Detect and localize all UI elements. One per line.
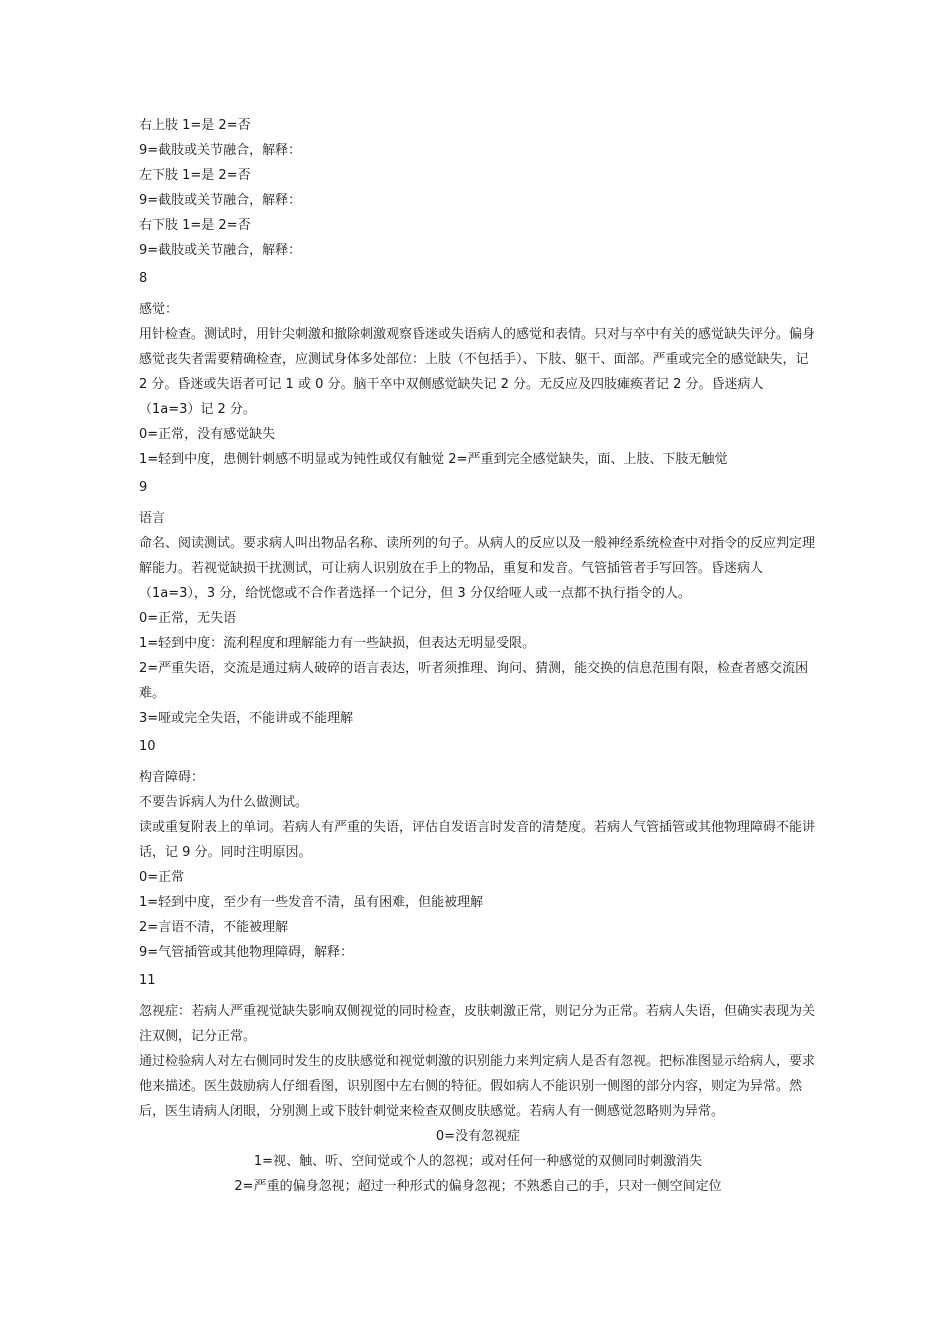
- section-heading: 感觉：: [139, 302, 179, 317]
- document-body: [139, 113, 817, 1199]
- text-line: 左下肢 1=是 2=否: [139, 168, 251, 183]
- section-heading: 语言: [139, 511, 166, 526]
- paragraph: 读或重复附表上的单词。若病人有严重的失语，评估自发语言时发音的清楚度。若病人气管插管或其他物理障碍不能讲话，记 9 分。同时注明原因。: [139, 820, 816, 860]
- text-line-centered: 2=严重的偏身忽视；超过一种形式的偏身忽视；不熟悉自己的手，只对一侧空间定位: [234, 1179, 722, 1194]
- text-line: 不要告诉病人为什么做测试。: [139, 795, 309, 810]
- text-line-centered: 1=视、触、听、空间觉或个人的忽视；或对任何一种感觉的双侧同时刺激消失: [253, 1154, 703, 1169]
- text-line: 0=正常: [139, 870, 185, 885]
- text-line: 9=截肢或关节融合，解释：: [139, 143, 302, 158]
- paragraph: 通过检验病人对左右侧同时发生的皮肤感觉和视觉刺激的识别能力来判定病人是否有忽视。把标准图显示给病人，要求他来描述。医生鼓励病人仔细看图，识别图中左右侧的特征。假如病人不能识别一侧图的部分内容，则定为异常。然后，医生请病人闭眼，分别测上或下肢针刺觉来检查双侧皮肤感觉。若病人有一侧感觉忽略则为异常。: [139, 1054, 816, 1119]
- paragraph: 2=严重失语，交流是通过病人破碎的语言表达，听者须推理、询问、猜测，能交换的信息范围有限，检查者感交流困难。: [139, 661, 809, 701]
- text-line: 2=言语不清，不能被理解: [139, 920, 289, 935]
- text-line: 1=轻到中度，至少有一些发音不清，虽有困难，但能被理解: [139, 895, 484, 910]
- paragraph: 忽视症：若病人严重视觉缺失影响双侧视觉的同时检查，皮肤刺激正常，则记分为正常。若病人失语，但确实表现为关注双侧，记分正常。: [139, 1004, 816, 1044]
- section-number: 11: [139, 973, 156, 988]
- paragraph: 用针检查。测试时，用针尖刺激和撤除刺激观察昏迷或失语病人的感觉和表情。只对与卒中有关的感觉缺失评分。偏身感觉丧失者需要精确检查，应测试身体多处部位：上肢（不包括手）、下肢、躯干、面部。严重或完全的感觉缺失，记 2 分。昏迷或失语者可记 1 或 0 分。脑干卒中双侧感觉缺失记 2 分。无反应及四肢瘫痪者记 2 分。昏迷病人（1a=3）记 2 分。: [139, 327, 816, 417]
- text-line: 右上肢 1=是 2=否: [139, 118, 251, 133]
- paragraph: 命名、阅读测试。要求病人叫出物品名称、读所列的句子。从病人的反应以及一般神经系统检查中对指令的反应判定理解能力。若视觉缺损干扰测试，可让病人识别放在手上的物品，重复和发音。气管插管者手写回答。昏迷病人（1a=3），3 分，给恍惚或不合作者选择一个记分，但 3 分仅给哑人或一点都不执行指令的人。: [139, 536, 816, 601]
- text-line: 1=轻到中度：流利程度和理解能力有一些缺损，但表达无明显受限。: [139, 636, 536, 651]
- text-line: 右下肢 1=是 2=否: [139, 218, 251, 233]
- text-line: 9=气管插管或其他物理障碍，解释：: [139, 945, 354, 960]
- section-number: 8: [139, 271, 148, 286]
- section-heading: 构音障碍：: [139, 770, 205, 785]
- text-line: 0=正常，无失语: [139, 611, 237, 626]
- section-number: 9: [139, 480, 148, 495]
- text-line: 9=截肢或关节融合，解释：: [139, 243, 302, 258]
- text-line: 1=轻到中度，患侧针刺感不明显或为钝性或仅有触觉 2=严重到完全感觉缺失，面、上肢、下肢无触觉: [139, 452, 728, 467]
- text-line: 0=正常，没有感觉缺失: [139, 427, 276, 442]
- section-number: 10: [139, 739, 156, 754]
- text-line: 3=哑或完全失语，不能讲或不能理解: [139, 711, 354, 726]
- text-line: 9=截肢或关节融合，解释：: [139, 193, 302, 208]
- text-line-centered: 0=没有忽视症: [435, 1129, 521, 1144]
